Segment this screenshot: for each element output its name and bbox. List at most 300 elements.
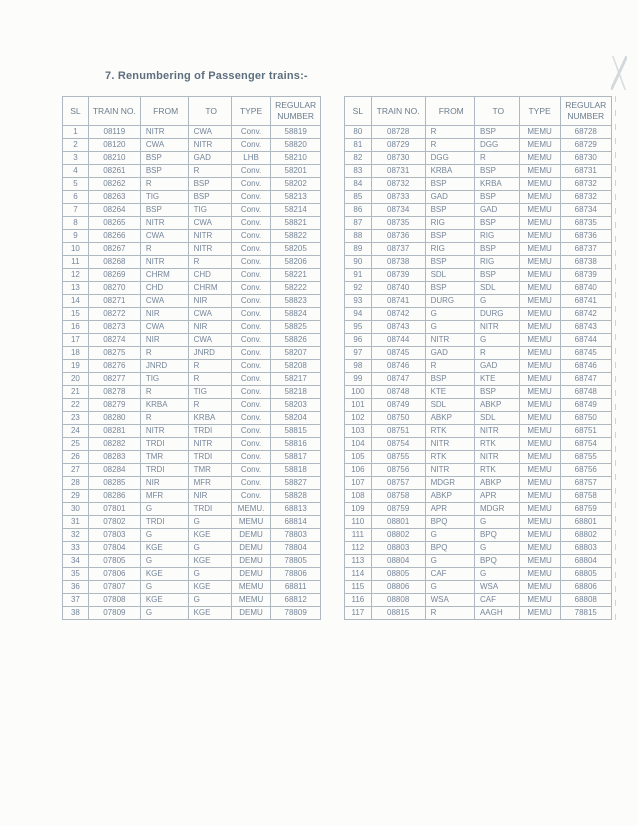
- scan-artifact-smudge: [611, 56, 627, 90]
- table-row: [63, 503, 321, 516]
- cell-from: GAD: [425, 347, 474, 360]
- table-row: [63, 217, 321, 230]
- cell-regular-number: 68737: [560, 243, 612, 256]
- cell-regular-number: 68755: [560, 451, 612, 464]
- cell-from: ABKP: [425, 412, 474, 425]
- cell-from: G: [425, 581, 474, 594]
- cell-type: MEMU: [519, 607, 560, 620]
- cell-to: G: [188, 594, 231, 607]
- column-header-train-no: TRAIN NO.: [371, 97, 425, 126]
- cell-sl: 85: [345, 191, 372, 204]
- cell-to: BSP: [474, 126, 519, 139]
- cell-type: Conv.: [231, 256, 270, 269]
- cell-from: BPQ: [425, 516, 474, 529]
- column-header-from: FROM: [425, 97, 474, 126]
- cell-from: NITR: [140, 425, 188, 438]
- cell-type: Conv.: [231, 308, 270, 321]
- cell-from: BSP: [425, 373, 474, 386]
- cell-to: NITR: [474, 321, 519, 334]
- cell-train-no: 08271: [88, 295, 140, 308]
- cell-to: KGE: [188, 555, 231, 568]
- table-row: [345, 308, 612, 321]
- table-row: [63, 555, 321, 568]
- cell-type: MEMU: [519, 152, 560, 165]
- cell-from: R: [140, 178, 188, 191]
- cell-type: MEMU: [519, 490, 560, 503]
- cell-to: G: [474, 568, 519, 581]
- cell-type: MEMU: [519, 386, 560, 399]
- table-row: [345, 321, 612, 334]
- cell-from: KRBA: [140, 399, 188, 412]
- cell-type: Conv.: [231, 295, 270, 308]
- cell-type: Conv.: [231, 490, 270, 503]
- cell-from: KGE: [140, 594, 188, 607]
- cell-to: TRDI: [188, 503, 231, 516]
- cell-sl: 82: [345, 152, 372, 165]
- cell-type: MEMU: [519, 308, 560, 321]
- header-row: [63, 97, 321, 126]
- cell-sl: 25: [63, 438, 89, 451]
- cell-from: CWA: [140, 230, 188, 243]
- cell-sl: 26: [63, 451, 89, 464]
- cell-regular-number: 68746: [560, 360, 612, 373]
- cell-from: CHD: [140, 282, 188, 295]
- cell-train-no: 08808: [371, 594, 425, 607]
- cell-from: RIG: [425, 243, 474, 256]
- cell-sl: 30: [63, 503, 89, 516]
- table-row: [63, 243, 321, 256]
- cell-type: Conv.: [231, 165, 270, 178]
- cell-to: MDGR: [474, 503, 519, 516]
- cell-to: CHD: [188, 269, 231, 282]
- cell-to: JNRD: [188, 347, 231, 360]
- cell-type: Conv.: [231, 373, 270, 386]
- cell-from: G: [140, 529, 188, 542]
- cell-sl: 109: [345, 503, 372, 516]
- cell-from: KRBA: [425, 165, 474, 178]
- cell-from: MDGR: [425, 477, 474, 490]
- cell-regular-number: 68735: [560, 217, 612, 230]
- table-row: [63, 347, 321, 360]
- cell-regular-number: 68812: [271, 594, 321, 607]
- cell-train-no: 07803: [88, 529, 140, 542]
- cell-sl: 89: [345, 243, 372, 256]
- cell-from: G: [425, 555, 474, 568]
- column-header-train-no: TRAIN NO.: [88, 97, 140, 126]
- cell-to: NITR: [188, 438, 231, 451]
- cell-train-no: 08757: [371, 477, 425, 490]
- cell-type: MEMU: [519, 230, 560, 243]
- cell-to: R: [188, 256, 231, 269]
- cell-to: R: [188, 165, 231, 178]
- cell-to: NITR: [474, 425, 519, 438]
- cell-from: G: [140, 555, 188, 568]
- cell-regular-number: 58828: [271, 490, 321, 503]
- cell-type: MEMU: [519, 503, 560, 516]
- cell-to: CWA: [188, 308, 231, 321]
- column-header-sl: SL: [345, 97, 372, 126]
- cell-type: DEMU: [231, 542, 270, 555]
- cell-sl: 24: [63, 425, 89, 438]
- cell-sl: 31: [63, 516, 89, 529]
- cell-sl: 96: [345, 334, 372, 347]
- cell-train-no: 08802: [371, 529, 425, 542]
- cell-to: RIG: [474, 256, 519, 269]
- cell-regular-number: 78804: [271, 542, 321, 555]
- table-row: [63, 269, 321, 282]
- cell-regular-number: 68804: [560, 555, 612, 568]
- cell-from: R: [425, 607, 474, 620]
- cell-train-no: 08733: [371, 191, 425, 204]
- table-row: [63, 321, 321, 334]
- cell-to: TIG: [188, 386, 231, 399]
- cell-type: MEMU: [519, 139, 560, 152]
- cell-type: MEMU: [519, 360, 560, 373]
- cell-to: R: [188, 399, 231, 412]
- cell-sl: 4: [63, 165, 89, 178]
- cell-to: SDL: [474, 412, 519, 425]
- cell-train-no: 08741: [371, 295, 425, 308]
- cell-train-no: 07809: [88, 607, 140, 620]
- cell-train-no: 08750: [371, 412, 425, 425]
- table-row: [345, 425, 612, 438]
- cell-regular-number: 68731: [560, 165, 612, 178]
- page-title: 7. Renumbering of Passenger trains:-: [105, 70, 308, 82]
- cell-sl: 95: [345, 321, 372, 334]
- cell-train-no: 08815: [371, 607, 425, 620]
- cell-regular-number: 68813: [271, 503, 321, 516]
- cell-regular-number: 68740: [560, 282, 612, 295]
- table-row: [63, 607, 321, 620]
- cell-to: WSA: [474, 581, 519, 594]
- column-header-to: TO: [474, 97, 519, 126]
- cell-to: NITR: [188, 139, 231, 152]
- cell-to: CHRM: [188, 282, 231, 295]
- cell-from: G: [425, 321, 474, 334]
- cell-sl: 23: [63, 412, 89, 425]
- table-row: [345, 477, 612, 490]
- cell-from: TRDI: [140, 464, 188, 477]
- table-row: [63, 152, 321, 165]
- cell-regular-number: 58816: [271, 438, 321, 451]
- cell-type: Conv.: [231, 438, 270, 451]
- cell-sl: 27: [63, 464, 89, 477]
- cell-sl: 116: [345, 594, 372, 607]
- cell-from: NITR: [140, 126, 188, 139]
- cell-regular-number: 58222: [271, 282, 321, 295]
- cell-from: G: [140, 503, 188, 516]
- cell-from: RIG: [425, 217, 474, 230]
- cell-to: DURG: [474, 308, 519, 321]
- cell-from: R: [140, 412, 188, 425]
- cell-regular-number: 58817: [271, 451, 321, 464]
- cell-sl: 105: [345, 451, 372, 464]
- cell-type: MEMU: [231, 516, 270, 529]
- cell-sl: 103: [345, 425, 372, 438]
- cell-sl: 3: [63, 152, 89, 165]
- cell-train-no: 08737: [371, 243, 425, 256]
- cell-sl: 20: [63, 373, 89, 386]
- cell-sl: 92: [345, 282, 372, 295]
- table-row: [345, 529, 612, 542]
- cell-train-no: 08276: [88, 360, 140, 373]
- table-row: [63, 464, 321, 477]
- right-table-body: [345, 126, 612, 620]
- cell-from: KGE: [140, 542, 188, 555]
- cell-from: TRDI: [140, 438, 188, 451]
- cell-regular-number: 58815: [271, 425, 321, 438]
- cell-to: G: [474, 295, 519, 308]
- cell-type: MEMU: [519, 282, 560, 295]
- cell-train-no: 08279: [88, 399, 140, 412]
- cell-regular-number: 68745: [560, 347, 612, 360]
- cell-to: AAGH: [474, 607, 519, 620]
- cell-train-no: 08730: [371, 152, 425, 165]
- cell-train-no: 08210: [88, 152, 140, 165]
- cell-sl: 22: [63, 399, 89, 412]
- table-row: [345, 152, 612, 165]
- cell-from: CAF: [425, 568, 474, 581]
- table-row: [345, 568, 612, 581]
- column-header-type: TYPE: [231, 97, 270, 126]
- column-header-regular-number: REGULAR NUMBER: [560, 97, 612, 126]
- table-row: [63, 126, 321, 139]
- cell-from: BSP: [140, 204, 188, 217]
- cell-from: TMR: [140, 451, 188, 464]
- cell-type: MEMU.: [231, 503, 270, 516]
- cell-regular-number: 68801: [560, 516, 612, 529]
- table-row: [345, 282, 612, 295]
- table-row: [63, 373, 321, 386]
- table-row: [345, 178, 612, 191]
- cell-regular-number: 68811: [271, 581, 321, 594]
- left-table-body: [63, 126, 321, 620]
- cell-train-no: 08736: [371, 230, 425, 243]
- cell-from: NIR: [140, 308, 188, 321]
- cell-from: KGE: [140, 568, 188, 581]
- cell-to: KGE: [188, 529, 231, 542]
- cell-regular-number: 68751: [560, 425, 612, 438]
- cell-train-no: 07806: [88, 568, 140, 581]
- table-row: [63, 425, 321, 438]
- cell-to: ABKP: [474, 477, 519, 490]
- cell-type: Conv.: [231, 360, 270, 373]
- cell-train-no: 08754: [371, 438, 425, 451]
- cell-train-no: 08263: [88, 191, 140, 204]
- cell-sl: 83: [345, 165, 372, 178]
- cell-from: BSP: [425, 178, 474, 191]
- table-row: [63, 490, 321, 503]
- cell-to: RTK: [474, 464, 519, 477]
- cell-from: BSP: [425, 204, 474, 217]
- cell-train-no: 08742: [371, 308, 425, 321]
- table-row: [345, 334, 612, 347]
- cell-type: Conv.: [231, 451, 270, 464]
- cell-train-no: 08743: [371, 321, 425, 334]
- cell-to: BPQ: [474, 529, 519, 542]
- cell-regular-number: 68739: [560, 269, 612, 282]
- cell-sl: 10: [63, 243, 89, 256]
- cell-from: ABKP: [425, 490, 474, 503]
- cell-train-no: 08282: [88, 438, 140, 451]
- cell-train-no: 08119: [88, 126, 140, 139]
- table-row: [345, 217, 612, 230]
- table-row: [63, 308, 321, 321]
- cell-type: MEMU: [519, 477, 560, 490]
- cell-type: Conv.: [231, 139, 270, 152]
- cell-sl: 87: [345, 217, 372, 230]
- cell-regular-number: 58827: [271, 477, 321, 490]
- cell-sl: 90: [345, 256, 372, 269]
- cell-to: BSP: [474, 165, 519, 178]
- cell-to: BPQ: [474, 555, 519, 568]
- right-table: [344, 96, 612, 620]
- cell-from: G: [425, 308, 474, 321]
- table-row: [345, 555, 612, 568]
- cell-type: Conv.: [231, 178, 270, 191]
- cell-type: MEMU: [519, 516, 560, 529]
- cell-from: APR: [425, 503, 474, 516]
- cell-to: NIR: [188, 321, 231, 334]
- cell-train-no: 08728: [371, 126, 425, 139]
- cell-type: MEMU: [519, 334, 560, 347]
- cell-sl: 101: [345, 399, 372, 412]
- cell-sl: 34: [63, 555, 89, 568]
- cell-train-no: 08732: [371, 178, 425, 191]
- cell-train-no: 08749: [371, 399, 425, 412]
- cell-to: G: [188, 542, 231, 555]
- cell-regular-number: 68748: [560, 386, 612, 399]
- cell-to: G: [188, 568, 231, 581]
- cell-sl: 93: [345, 295, 372, 308]
- table-row: [63, 282, 321, 295]
- cell-type: Conv.: [231, 464, 270, 477]
- cell-regular-number: 68732: [560, 178, 612, 191]
- cell-sl: 11: [63, 256, 89, 269]
- table-row: [63, 386, 321, 399]
- table-row: [63, 568, 321, 581]
- cell-to: TRDI: [188, 451, 231, 464]
- cell-to: TIG: [188, 204, 231, 217]
- cell-to: KTE: [474, 373, 519, 386]
- cell-from: BSP: [140, 165, 188, 178]
- table-row: [345, 360, 612, 373]
- cell-train-no: 08803: [371, 542, 425, 555]
- cell-train-no: 08740: [371, 282, 425, 295]
- cell-train-no: 08745: [371, 347, 425, 360]
- cell-from: NITR: [425, 334, 474, 347]
- cell-to: MFR: [188, 477, 231, 490]
- cell-train-no: 08755: [371, 451, 425, 464]
- cell-type: Conv.: [231, 334, 270, 347]
- cell-train-no: 08746: [371, 360, 425, 373]
- cell-type: DEMU: [231, 607, 270, 620]
- cell-type: MEMU: [519, 191, 560, 204]
- cell-sl: 5: [63, 178, 89, 191]
- cell-from: R: [425, 126, 474, 139]
- cell-to: TRDI: [188, 425, 231, 438]
- cell-regular-number: 68732: [560, 191, 612, 204]
- table-row: [345, 386, 612, 399]
- cell-from: TIG: [140, 191, 188, 204]
- cell-sl: 16: [63, 321, 89, 334]
- cell-train-no: 08275: [88, 347, 140, 360]
- cell-to: SDL: [474, 282, 519, 295]
- cell-regular-number: 68734: [560, 204, 612, 217]
- cell-type: MEMU: [519, 399, 560, 412]
- table-row: [345, 139, 612, 152]
- cell-regular-number: 58221: [271, 269, 321, 282]
- cell-regular-number: 58213: [271, 191, 321, 204]
- cell-sl: 117: [345, 607, 372, 620]
- cell-type: MEMU: [519, 243, 560, 256]
- cell-sl: 37: [63, 594, 89, 607]
- cell-train-no: 08751: [371, 425, 425, 438]
- cell-regular-number: 78805: [271, 555, 321, 568]
- cell-type: Conv.: [231, 321, 270, 334]
- cell-from: NITR: [140, 217, 188, 230]
- table-row: [345, 256, 612, 269]
- cell-type: Conv.: [231, 399, 270, 412]
- cell-sl: 14: [63, 295, 89, 308]
- table-row: [345, 269, 612, 282]
- cell-regular-number: 68750: [560, 412, 612, 425]
- cell-regular-number: 68806: [560, 581, 612, 594]
- cell-train-no: 08756: [371, 464, 425, 477]
- table-row: [63, 295, 321, 308]
- cell-train-no: 08267: [88, 243, 140, 256]
- cell-train-no: 08281: [88, 425, 140, 438]
- table-row: [345, 464, 612, 477]
- cell-to: BSP: [188, 178, 231, 191]
- table-row: [63, 438, 321, 451]
- table-row: [345, 295, 612, 308]
- cell-from: TIG: [140, 373, 188, 386]
- cell-type: MEMU: [519, 529, 560, 542]
- cell-sl: 108: [345, 490, 372, 503]
- cell-regular-number: 68808: [560, 594, 612, 607]
- right-table-header: [345, 97, 612, 126]
- cell-regular-number: 58205: [271, 243, 321, 256]
- table-row: [63, 178, 321, 191]
- cell-regular-number: 68744: [560, 334, 612, 347]
- cell-sl: 32: [63, 529, 89, 542]
- cell-sl: 97: [345, 347, 372, 360]
- cell-to: GAD: [188, 152, 231, 165]
- cell-type: Conv.: [231, 282, 270, 295]
- cell-from: BSP: [425, 282, 474, 295]
- cell-train-no: 08286: [88, 490, 140, 503]
- table-row: [63, 581, 321, 594]
- cell-sl: 19: [63, 360, 89, 373]
- cell-sl: 81: [345, 139, 372, 152]
- cell-sl: 36: [63, 581, 89, 594]
- cell-sl: 102: [345, 412, 372, 425]
- cell-type: MEMU: [519, 555, 560, 568]
- table-row: [345, 542, 612, 555]
- cell-type: MEMU: [519, 568, 560, 581]
- cell-sl: 1: [63, 126, 89, 139]
- cell-from: G: [140, 581, 188, 594]
- cell-from: NITR: [425, 464, 474, 477]
- cell-from: MFR: [140, 490, 188, 503]
- cell-type: MEMU: [519, 438, 560, 451]
- cell-type: Conv.: [231, 243, 270, 256]
- column-header-type: TYPE: [519, 97, 560, 126]
- cell-sl: 29: [63, 490, 89, 503]
- cell-from: RTK: [425, 425, 474, 438]
- cell-regular-number: 68754: [560, 438, 612, 451]
